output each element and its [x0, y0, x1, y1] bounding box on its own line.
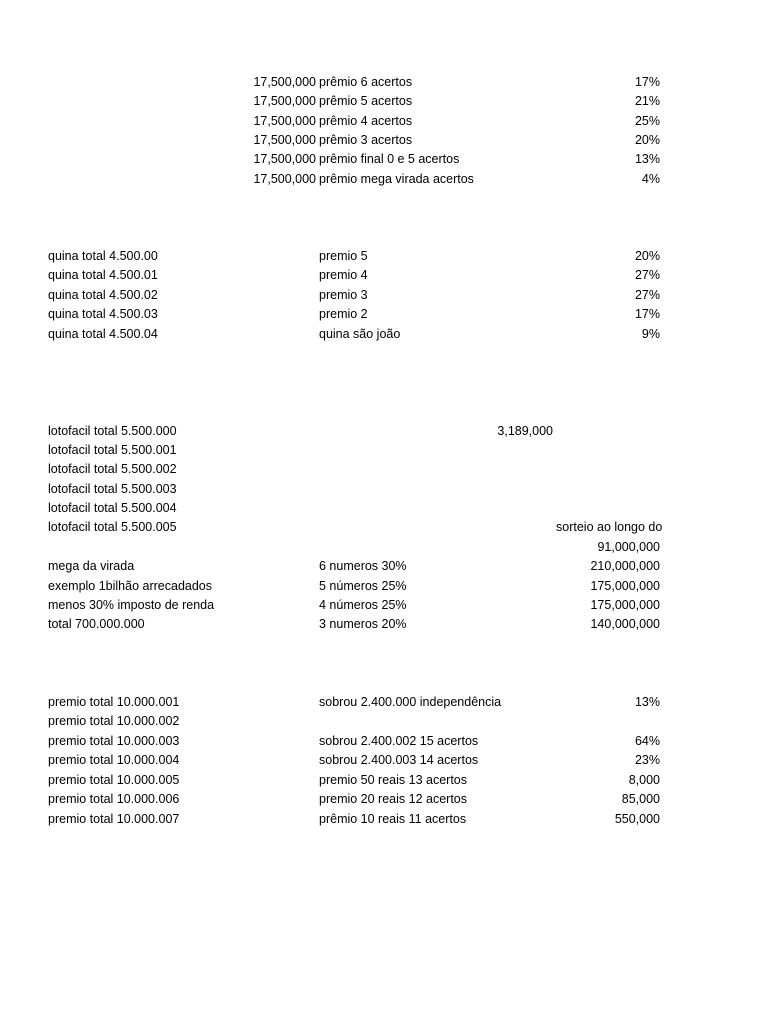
premio-total-cell: premio total 10.000.001 — [48, 695, 180, 709]
desc-cell: sobrou 2.400.003 14 acertos — [319, 753, 479, 767]
percent-cell: 27% — [634, 268, 660, 282]
sorteio-note-cell: sorteio ao longo do — [556, 520, 663, 534]
percent-cell: 17% — [634, 75, 660, 89]
desc-cell: premio 20 reais 12 acertos — [319, 792, 467, 806]
premio-total-cell: premio total 10.000.002 — [48, 714, 180, 728]
label-cell: prêmio 4 acertos — [319, 114, 413, 128]
percent-cell: 13% — [634, 152, 660, 166]
premio-row — [0, 751, 768, 770]
percent-cell: 17% — [634, 307, 660, 321]
desc-cell: 3 numeros 20% — [319, 617, 407, 631]
value-cell: 13% — [634, 695, 660, 709]
prize-row — [0, 73, 768, 92]
quina-row — [0, 247, 768, 266]
mega-virada-row — [0, 615, 768, 634]
percent-cell: 25% — [634, 114, 660, 128]
lotofacil-total-cell: lotofacil total 5.500.003 — [48, 482, 177, 496]
premio-row — [0, 790, 768, 809]
label-cell: exemplo 1bilhão arrecadados — [48, 579, 212, 593]
lotofacil-row — [0, 499, 768, 518]
label-cell: premio 5 — [319, 249, 368, 263]
premio-row — [0, 810, 768, 829]
label-cell: prêmio 5 acertos — [319, 94, 413, 108]
percent-cell: 20% — [634, 133, 660, 147]
amount-cell: 17,500,000 — [253, 94, 316, 108]
label-cell: total 700.000.000 — [48, 617, 145, 631]
label-cell: menos 30% imposto de renda — [48, 598, 215, 612]
desc-cell: sobrou 2.400.002 15 acertos — [319, 734, 479, 748]
quina-row — [0, 305, 768, 324]
premio-total-cell: premio total 10.000.005 — [48, 773, 180, 787]
label-cell: prêmio 3 acertos — [319, 133, 413, 147]
lotofacil-total-cell: lotofacil total 5.500.000 — [48, 424, 177, 438]
quina-total-cell: quina total 4.500.02 — [48, 288, 158, 302]
lotofacil-row — [0, 460, 768, 479]
label-cell: mega da virada — [48, 559, 135, 573]
value-cell: 85,000 — [621, 792, 660, 806]
percent-cell: 27% — [634, 288, 660, 302]
desc-cell: 5 números 25% — [319, 579, 407, 593]
amount-cell: 17,500,000 — [253, 172, 316, 186]
quina-row — [0, 266, 768, 285]
label-cell: prêmio mega virada acertos — [319, 172, 474, 186]
prize-row — [0, 92, 768, 111]
lotofacil-row — [0, 518, 768, 537]
side-value-cell: 3,189,000 — [497, 424, 553, 438]
amount-cell: 17,500,000 — [253, 114, 316, 128]
prize-row — [0, 131, 768, 150]
amount-cell: 17,500,000 — [253, 152, 316, 166]
value-cell: 140,000,000 — [590, 617, 660, 631]
value-cell: 8,000 — [628, 773, 660, 787]
extra-value-cell: 91,000,000 — [597, 540, 660, 554]
prize-row — [0, 150, 768, 169]
desc-cell: prêmio 10 reais 11 acertos — [319, 812, 467, 826]
premio-row — [0, 732, 768, 751]
value-cell: 175,000,000 — [590, 598, 660, 612]
amount-cell: 17,500,000 — [253, 133, 316, 147]
quina-total-cell: quina total 4.500.04 — [48, 327, 158, 341]
quina-row — [0, 325, 768, 344]
label-cell: premio 3 — [319, 288, 368, 302]
desc-cell: premio 50 reais 13 acertos — [319, 773, 467, 787]
value-cell: 23% — [634, 753, 660, 767]
lotofacil-row — [0, 441, 768, 460]
mega-virada-row — [0, 596, 768, 615]
value-cell: 210,000,000 — [590, 559, 660, 573]
lotofacil-total-cell: lotofacil total 5.500.001 — [48, 443, 177, 457]
value-cell: 550,000 — [614, 812, 660, 826]
percent-cell: 21% — [634, 94, 660, 108]
premio-total-cell: premio total 10.000.006 — [48, 792, 180, 806]
premio-row — [0, 771, 768, 790]
desc-cell: sobrou 2.400.000 independência — [319, 695, 502, 709]
label-cell: prêmio final 0 e 5 acertos — [319, 152, 460, 166]
mega-virada-row — [0, 557, 768, 576]
label-cell: premio 2 — [319, 307, 368, 321]
lotofacil-total-cell: lotofacil total 5.500.005 — [48, 520, 177, 534]
quina-total-cell: quina total 4.500.01 — [48, 268, 158, 282]
premio-row — [0, 712, 768, 731]
label-cell: premio 4 — [319, 268, 368, 282]
lotofacil-total-cell: lotofacil total 5.500.002 — [48, 462, 177, 476]
mega-virada-row — [0, 577, 768, 596]
value-cell: 64% — [634, 734, 660, 748]
premio-total-cell: premio total 10.000.004 — [48, 753, 180, 767]
label-cell: quina são joão — [319, 327, 401, 341]
premio-total-cell: premio total 10.000.003 — [48, 734, 180, 748]
lotofacil-total-cell: lotofacil total 5.500.004 — [48, 501, 177, 515]
label-cell: prêmio 6 acertos — [319, 75, 413, 89]
percent-cell: 9% — [641, 327, 660, 341]
extra-value-row — [0, 538, 768, 557]
prize-row — [0, 170, 768, 189]
value-cell: 175,000,000 — [590, 579, 660, 593]
quina-total-cell: quina total 4.500.00 — [48, 249, 158, 263]
premio-row — [0, 693, 768, 712]
percent-cell: 4% — [641, 172, 660, 186]
percent-cell: 20% — [634, 249, 660, 263]
amount-cell: 17,500,000 — [253, 75, 316, 89]
quina-row — [0, 286, 768, 305]
lotofacil-row — [0, 422, 768, 441]
prize-row — [0, 112, 768, 131]
premio-total-cell: premio total 10.000.007 — [48, 812, 180, 826]
desc-cell: 4 números 25% — [319, 598, 407, 612]
lotofacil-row — [0, 480, 768, 499]
desc-cell: 6 numeros 30% — [319, 559, 407, 573]
quina-total-cell: quina total 4.500.03 — [48, 307, 158, 321]
